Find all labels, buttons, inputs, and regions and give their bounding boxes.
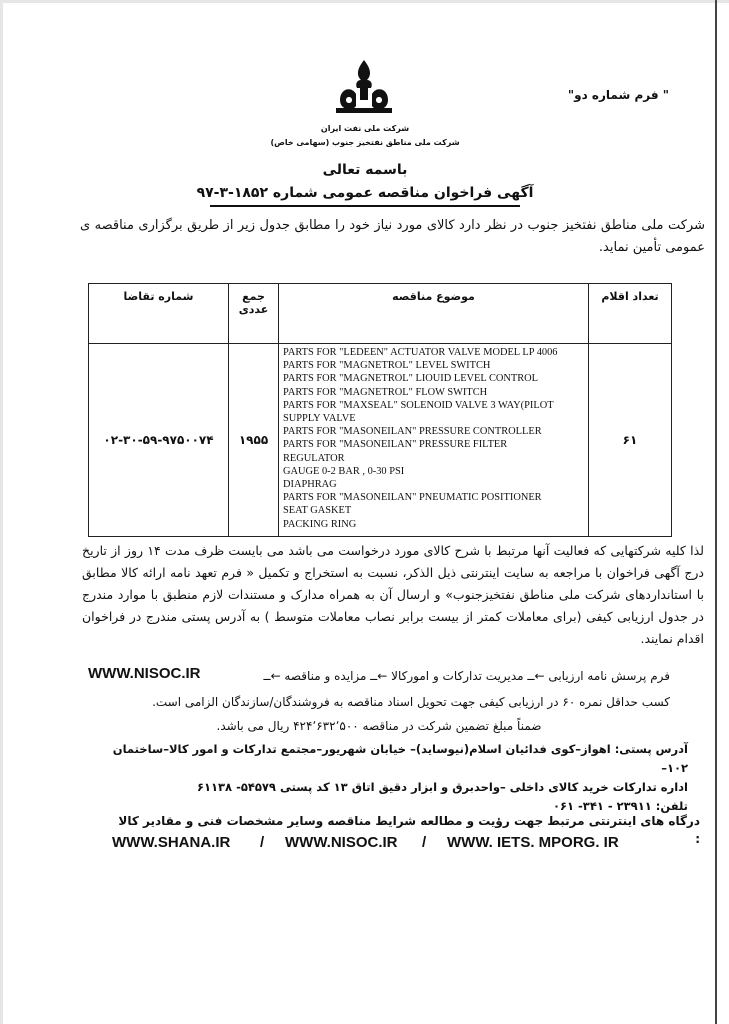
phone-line: تلفن: ۲۳۹۱۱ - ۳۴۱- ۰۶۱ [552,799,688,813]
guarantee-paragraph: ضمناً مبلغ تضمین شرکت در مناقصه ۴۲۴٬۶۳۲٬۵۰۰ ریال می باشد. [216,719,542,733]
item-line: PARTS FOR "MAXSEAL" SOLENOID VALVE 3 WAY(PILOT [283,399,554,411]
scan-edge-left [0,0,3,1024]
address-line: آدرس پستی: اهواز–کوی فدائیان اسلام(نیوساید)– خیابان شهریور–مجتمع تدارکات و امور کالا–ساختمان ۱۰۲– [112,742,688,775]
intro-paragraph: شرکت ملی مناطق نفتخیز جنوب در نظر دارد کالای مورد نیاز خود را مطابق جدول زیر از طریق برگزاری مناقصه ی عمومی تأمین نماید. [80,218,705,255]
cell-item-count: ۶۱ [589,344,672,537]
header-subject: موضوع مناقصه [279,284,589,344]
item-line: REGULATOR [283,452,345,464]
company-name-2: شرکت ملی مناطق نفتخیز جنوب (سهامی خاص) [270,138,460,147]
form-number: " فرم شماره دو" [567,88,669,102]
scan-edge-top [0,0,729,3]
item-line: PARTS FOR "MAGNETROL" LEVEL SWITCH [283,360,491,372]
cell-items [279,344,589,537]
shana-link[interactable]: WWW.SHANA.IR [112,834,231,851]
header-total: جمع عددی [229,284,279,344]
item-line: PARTS FOR "MAGNETROL" LIOUID LEVEL CONTROL [283,373,539,385]
item-line: SUPPLY VALVE [283,413,356,425]
header-item-count: تعداد اقلام [589,284,672,344]
form-path-line [88,665,670,689]
table-header-row [89,284,672,344]
page-border [715,0,717,1024]
portal-links [100,834,660,858]
postal-address [88,740,688,816]
address-line: اداره تدارکات خرید کالای داخلی –واحدبرق و ابزار دقیق اتاق ۱۳ کد پستی ۵۴۵۷۹- ۶۱۱۳۸ [196,780,688,794]
header-request-no: شماره تقاضا [89,284,229,344]
item-line: PACKING RING [283,518,357,530]
link-separator: / [260,834,265,851]
item-line: PARTS FOR "MASONEILAN" PNEUMATIC POSITIONER [283,492,542,504]
table-row [89,344,672,537]
instructions-paragraph: لذا کلیه شرکتهایی که فعالیت آنها مرتبط با شرح کالای مورد درخواست می باشد می بایست ظرف مدت ۱۴ روز از تاریخ درج آگهی فراخوان با مراجعه به سایت اینترنتی ذیل الذکر، نسبت به استخراج و تکمیل « فرم تعهد نامه ارائه کالا مطابق با استانداردهای شرکت ملی مناطق نفتخیزجنوب» و ارسال آن به همراه مدارک و مستندات لازم منطبق با موارد مندرج در جدول ارزیابی کیفی (برای معاملات کمتر از بیست برابر نصاب معاملات متوسط ) به آدرس پستی مندرج در فراخوان اقدام نمایند. [82,543,704,646]
nisoc-link[interactable]: WWW.NISOC.IR [285,834,398,851]
company-name-1: شرکت ملی نفت ایران [320,124,410,133]
portals-text: درگاه های اینترنتی مرتبط جهت رؤیت و مطالعه شرایط مناقصه وسایر مشخصات فنی و مقادیر کالا : [118,814,700,846]
item-line: PARTS FOR "MAGNETROL" FLOW SWITCH [283,386,488,398]
ad-title: آگهی فراخوان مناقصه عمومی شماره ۱۸۵۲-۳-۹۷ [196,185,534,201]
form-path-text: فرم پرسش نامه ارزیابی ←ــ مدیریت تدارکات و امورکالا ←ــ مزایده و مناقصه ←ــ [263,669,670,683]
item-line: PARTS FOR "MASONEILAN" PRESSURE FILTER [283,439,508,451]
item-line: DIAPHRAG [283,479,337,491]
item-line: GAUGE 0-2 BAR , 0-30 PSI [283,465,405,477]
min-score-paragraph: کسب حداقل نمره ۶۰ در ارزیابی کیفی جهت تحویل اسناد مناقصه به فروشندگان/سازندگان الزامی است. [152,695,670,709]
item-line: PARTS FOR "LEDEEN" ACTUATOR VALVE MODEL LP 4006 [283,347,558,358]
tender-table [88,283,672,537]
basmala: باسمه تعالی [322,162,408,178]
item-line: SEAT GASKET [283,505,352,517]
link-separator: / [422,834,427,851]
cell-request-no: ۰۲-۳۰-۵۹-۹۷۵۰۰۷۴ [89,344,229,537]
ad-title-underline [210,205,520,207]
iets-link[interactable]: WWW. IETS. MPORG. IR [447,834,619,851]
item-line: PARTS FOR "MASONEILAN" PRESSURE CONTROLLER [283,426,542,438]
nisoc-link-primary[interactable]: WWW.NISOC.IR [88,665,201,682]
nioc-flame-logo-icon [330,58,398,116]
cell-total: ۱۹۵۵ [229,344,279,537]
